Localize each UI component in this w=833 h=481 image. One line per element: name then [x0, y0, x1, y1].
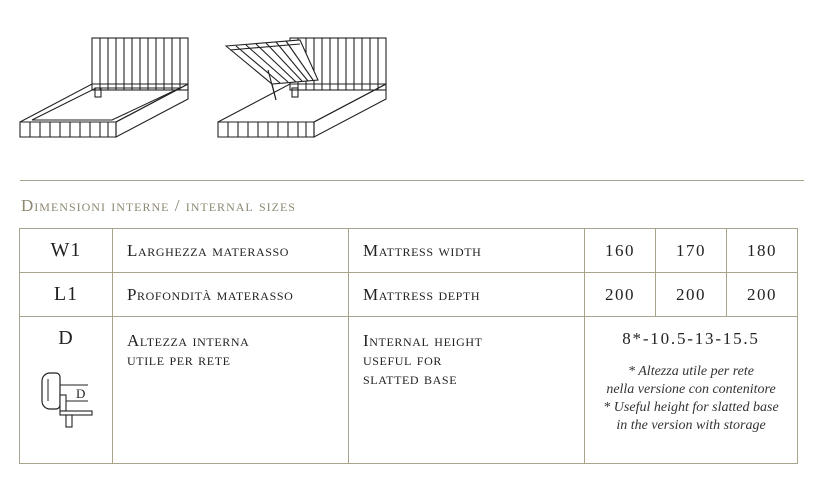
row-code-height-cell — [20, 317, 113, 464]
label-en-width: Mattress width — [349, 229, 585, 273]
bed-open-illustration — [218, 38, 386, 137]
section-title: Dimensioni interne / internal sizes — [21, 196, 296, 215]
bed-section-icon — [38, 367, 98, 437]
section-divider — [20, 180, 804, 181]
icon-d-label: D — [76, 386, 87, 401]
width-value-2: 170 — [656, 229, 727, 273]
bed-illustrations — [0, 0, 833, 150]
note-line-3: * Useful height for slatted base — [603, 400, 779, 415]
width-value-1: 160 — [585, 229, 656, 273]
label-en-height — [349, 317, 585, 464]
label-it-depth: Profondità materasso — [113, 273, 349, 317]
width-value-3: 180 — [727, 229, 798, 273]
table-row-height — [20, 317, 798, 464]
label-en-depth: Mattress depth — [349, 273, 585, 317]
depth-value-1: 200 — [585, 273, 656, 317]
table-row-width — [20, 229, 798, 273]
note-line-4: in the version with storage — [616, 418, 766, 433]
label-en-height-line-2: useful for — [363, 350, 442, 369]
row-code-depth: L1 — [20, 273, 113, 317]
note-line-2: nella versione con contenitore — [606, 382, 776, 397]
label-en-height-line-3: slatted base — [363, 369, 458, 388]
height-values-cell — [585, 317, 798, 464]
height-note — [585, 363, 797, 435]
internal-sizes-table — [19, 228, 798, 464]
label-it-width: Larghezza materasso — [113, 229, 349, 273]
height-range: 8*-10.5-13-15.5 — [622, 329, 760, 348]
label-it-height — [113, 317, 349, 464]
note-line-1: * Altezza utile per rete — [628, 364, 754, 379]
bed-closed-illustration — [20, 38, 188, 137]
label-en-height-line-1: Internal height — [363, 331, 483, 350]
depth-value-2: 200 — [656, 273, 727, 317]
row-code-width: W1 — [20, 229, 113, 273]
label-it-height-line-2: utile per rete — [127, 350, 231, 369]
row-code-height: D — [58, 327, 74, 349]
label-it-height-line-1: Altezza interna — [127, 331, 250, 350]
table-row-depth — [20, 273, 798, 317]
depth-value-3: 200 — [727, 273, 798, 317]
